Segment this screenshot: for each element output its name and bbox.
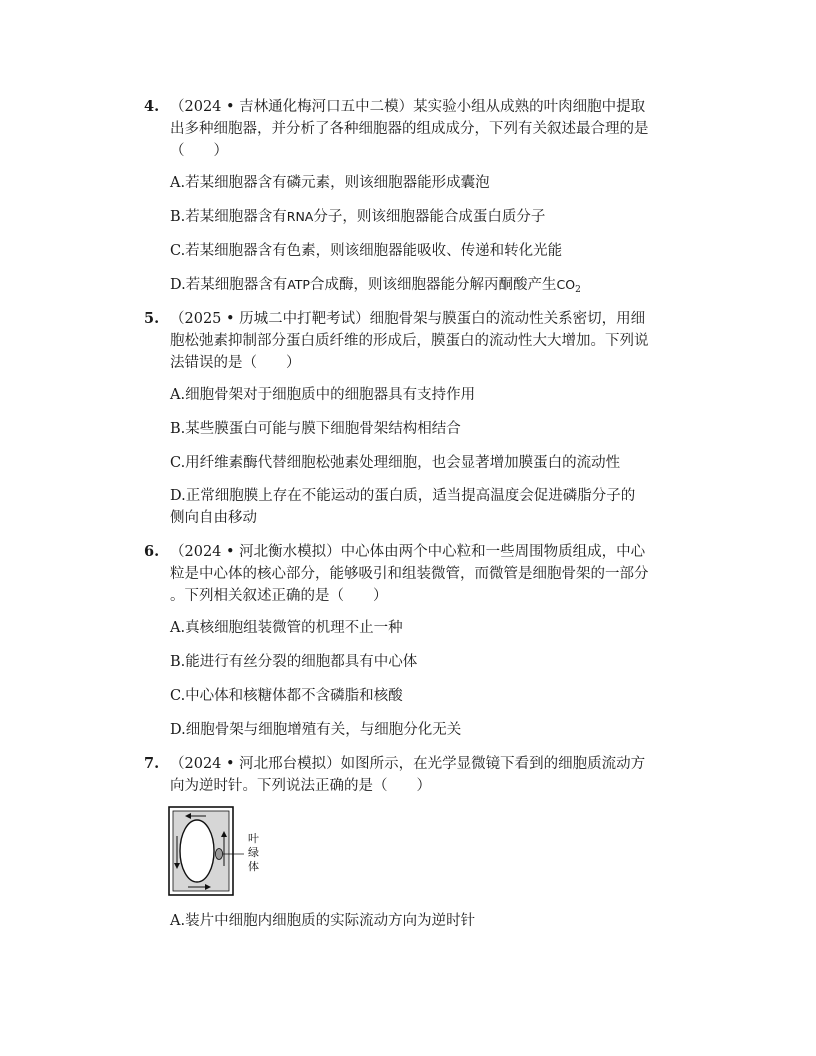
question-4 bbox=[146, 96, 706, 162]
subscript: 2 bbox=[575, 285, 581, 295]
option-term: ATP bbox=[287, 277, 310, 292]
question-7 bbox=[146, 753, 706, 797]
question-number: 5. bbox=[144, 310, 160, 327]
cell-streaming-figure bbox=[168, 806, 268, 898]
option-b: B.某些膜蛋白可能与膜下细胞骨架结构相结合 bbox=[170, 421, 461, 437]
stem-line: 如图所示，在光学显微镜下看到的细胞质流动方 bbox=[340, 756, 646, 772]
option-a: A.装片中细胞内细胞质的实际流动方向为逆时针 bbox=[170, 913, 476, 929]
option-a: A.细胞骨架对于细胞质中的细胞器具有支持作用 bbox=[170, 387, 476, 403]
question-6 bbox=[146, 541, 706, 607]
option-term: RNA bbox=[286, 209, 314, 224]
question-stem bbox=[146, 753, 706, 775]
question-stem bbox=[146, 541, 706, 563]
figure-label: 叶 bbox=[248, 832, 259, 845]
option-d bbox=[170, 485, 710, 529]
option-a: A.真核细胞组装微管的机理不止一种 bbox=[170, 620, 403, 636]
stem-line: 法错误的是（ ） bbox=[170, 355, 301, 371]
option-d: D.细胞骨架与细胞增殖有关，与细胞分化无关 bbox=[170, 722, 462, 738]
option-text: D.若某细胞器含有 bbox=[170, 277, 288, 293]
option-a: A.若某细胞器含有磷元素，则该细胞器能形成囊泡 bbox=[170, 175, 490, 191]
option-text: 侧向自由移动 bbox=[170, 510, 257, 526]
option-b bbox=[170, 206, 710, 228]
option-d bbox=[170, 274, 710, 301]
question-number: 4. bbox=[144, 98, 160, 115]
question-source: （2024 • 河北衡水模拟） bbox=[170, 544, 341, 560]
question-source: （2024 • 河北邢台模拟） bbox=[170, 756, 341, 772]
stem-line: 细胞骨架与膜蛋白的流动性关系密切，用细 bbox=[369, 311, 646, 327]
vacuole bbox=[180, 820, 214, 882]
question-stem bbox=[146, 308, 706, 330]
option-text: 合成酶，则该细胞器能分解丙酮酸产生 bbox=[309, 277, 557, 293]
option-text: B.若某细胞器含有 bbox=[170, 209, 287, 225]
question-stem bbox=[146, 96, 706, 118]
figure-label: 绿 bbox=[248, 846, 259, 859]
figure-label: 体 bbox=[248, 860, 259, 873]
chloroplast bbox=[215, 849, 222, 860]
option-b: B.能进行有丝分裂的细胞都具有中心体 bbox=[170, 654, 418, 670]
question-5 bbox=[146, 308, 706, 374]
stem-line: 向为逆时针。下列说法正确的是（ ） bbox=[170, 778, 431, 794]
option-c: C.中心体和核糖体都不含磷脂和核酸 bbox=[170, 688, 403, 704]
option-c: C.用纤维素酶代替细胞松弛素处理细胞，也会显著增加膜蛋白的流动性 bbox=[170, 455, 621, 471]
question-source: （2024 • 吉林通化梅河口五中二模） bbox=[170, 99, 414, 115]
option-term: CO bbox=[556, 277, 576, 292]
stem-line: 粒是中心体的核心部分，能够吸引和组装微管，而微管是细胞骨架的一部分 bbox=[170, 566, 649, 582]
answer-blank: （ ） bbox=[170, 143, 228, 159]
stem-line: 出多种细胞器，并分析了各种细胞器的组成成分，下列有关叙述最合理的是 bbox=[170, 121, 649, 137]
question-source: （2025 • 历城二中打靶考试） bbox=[170, 311, 370, 327]
stem-line: 。下列相关叙述正确的是（ ） bbox=[170, 588, 388, 604]
stem-line: 中心体由两个中心粒和一些周围物质组成，中心 bbox=[340, 544, 646, 560]
option-text: D.正常细胞膜上存在不能运动的蛋白质，适当提高温度会促进磷脂分子的 bbox=[170, 488, 636, 504]
stem-line: 胞松弛素抑制部分蛋白质纤维的形成后，膜蛋白的流动性大大增加。下列说 bbox=[170, 333, 649, 349]
question-number: 7. bbox=[144, 755, 160, 772]
question-number: 6. bbox=[144, 543, 160, 560]
option-text: 分子，则该细胞器能合成蛋白质分子 bbox=[313, 209, 546, 225]
option-c: C.若某细胞器含有色素，则该细胞器能吸收、传递和转化光能 bbox=[170, 243, 563, 259]
stem-line: 某实验小组从成熟的叶肉细胞中提取 bbox=[413, 99, 646, 115]
